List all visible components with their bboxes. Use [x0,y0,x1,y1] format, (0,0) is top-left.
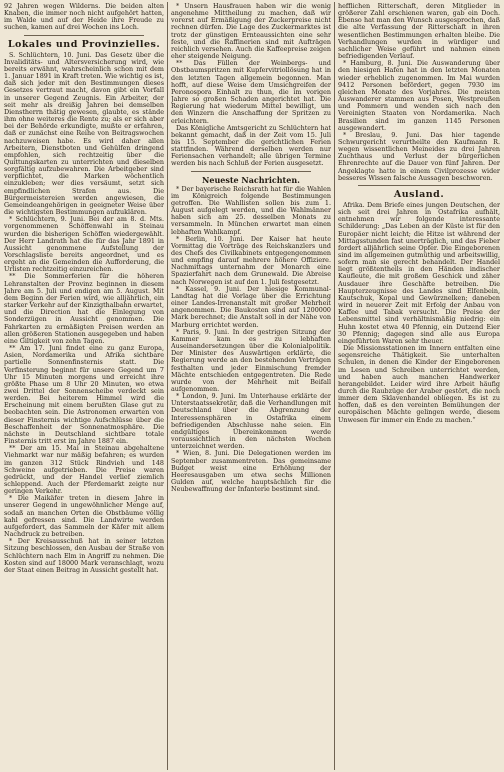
section-divider [358,185,480,186]
article-paragraph: * Die Maikäfer treten in diesem Jahre in unserer Gegend in ungewöhnlicher Menge auf, sodaß an manchen Orten die Obstbäume völlig kahl gefressen sind. Die Landwirte werden aufgefordert, das Sammeln der Käfer mit allem Nachdruck zu betreiben. [4,494,164,539]
article-paragraph: ** Das Füllen der Weinbergs- und Obstbaumspritzen mit Kupfervitriollösung hat in den letzten Tagen allgemein begonnen. Man hofft, auf diese Weise dem Umsichgreifen der Peronospora Einhalt zu thun, die im vorigen Jahre so großen Schaden angerichtet hat. Die Regierung hat wiederum Mittel bewilligt, um den Winzern die Anschaffung der Spritzen zu erleichtern. [171,59,331,125]
article-paragraph: * Berlin, 10. Juni. Der Kaiser hat heute Vormittag die Vorträge des Reichskanzlers und des Chefs des Civilkabinets entgegengenommen und empfing darauf mehrere höhere Offiziere. Nachmittags unternahm der Monarch eine Spazierfahrt nach dem Grunewald. Die Abreise nach Norwegen ist auf den 1. Juli festgesetzt. [171,234,331,286]
article-continuation: 92 Jahren wegen Wilderns. Die beiden alten Knaben, die immer noch nicht aufgehört hatten, im Walde und auf der Heide ihre Freude zu suchen, kamen auf drei Wochen ins Loch. [4,3,164,32]
article-paragraph: * Der bayerische Reichsrath hat für die Wahlen im Königreich folgende Bestimmungen getroffen. Die Wahllisten sollen bis zum 1. August aufgelegt werden, und die Wahlmänner haben sich am 25. desselben Monats zu versammeln. In München erwartet man einen lebhaften Wahlkampf. [171,184,331,236]
article-paragraph: Das Königliche Amtsgericht zu Schlüchtern hat bekannt gemacht, daß in der Zeit vom 15. Juli bis 15. September die gerichtlichen Ferien stattfinden. Während derselben werden nur Feriensachen verhandelt; alle übrigen Termine werden bis nach Schluß der Ferien ausgesetzt. [171,123,331,168]
article-paragraph: ** Der am 15. Mai in Steinau abgehaltene Viehmarkt war nur mäßig befahren; es wurden im ganzen 312 Stück Rindvieh und 148 Schweine aufgetrieben. Die Preise waren gedrückt, und der Handel verlief ziemlich schleppend. Auch der Pferdemarkt zeigte nur geringen Verkehr. [4,444,164,496]
article-paragraph: ** Am 17. Juni findet eine zu ganz Europa, Asien, Nordamerika und Afrika sichtbare partielle Sonnenfinsternis statt. Die Verfinsterung beginnt für unsere Gegend um 7 Uhr 15 Minuten morgens und erreicht ihre größte Phase um 8 Uhr 20 Minuten, wo etwa zwei Drittel der Sonnenscheibe verdeckt sein werden. Bei heiterem Himmel wird die Erscheinung mit einem berußten Glase gut zu beobachten sein. Die Astronomen erwarten von dieser Finsternis wichtige Aufschlüsse über die Beschaffenheit der Sonnenatmosphäre. Die nächste in Deutschland sichtbare totale Finsternis tritt erst im Jahre 1887 ein. [4,344,164,446]
article-paragraph: * Kassel, 9. Juni. Der hiesige Kommunal-Landtag hat die Vorlage über die Errichtung einer Landes-Irrenanstalt mit großer Mehrheit angenommen. Die Baukosten sind auf 1200000 Mark berechnet; die Anstalt soll in der Nähe von Marburg errichtet werden. [171,284,331,329]
article-paragraph: ** Die Sommerferien für die höheren Lehranstalten der Provinz beginnen in diesem Jahre am 5. Juli und endigen am 5. August. Mit dem Beginn der Ferien wird, wie alljährlich, ein starker Verkehr auf der Kinzigthalbahn erwartet, und die Direction hat die Einlegung von Sonderzügen in Aussicht genommen. Die Fahrkarten zu ermäßigten Preisen werden an allen größeren Stationen ausgegeben und haben eine Giltigkeit von zehn Tagen. [4,272,164,345]
section-divider [191,171,311,172]
article-paragraph: * Paris, 9. Juni. In der gestrigen Sitzung der Kammer kam es zu lebhaften Auseinandersetzungen über die Kolonialpolitik. Der Minister des Auswärtigen erklärte, die Regierung werde an den bestehenden Verträgen festhalten und jeder Einmischung fremder Mächte entschieden entgegentreten. Die Rede wurde von der Mehrheit mit Beifall aufgenommen. [171,327,331,393]
article-paragraph: * Schlüchtern, 9. Juni. Bei der am 8. d. Mts. vorgenommenen Schöffenwahl in Steinau wurden die bisherigen Schöffen wiedergewählt. Der Herr Landrath hat die für das Jahr 1891 in Aussicht genommene Aufstellung der Vorschlagsliste bereits angeordnet, und es ergeht an die Gemeinden die Aufforderung, die Urlisten rechtzeitig einzureichen. [4,215,164,274]
column-3 [338,3,500,769]
column-1 [4,3,164,769]
article-paragraph: * Unsern Hausfrauen haben wir die wenig angenehme Mittheilung zu machen, daß wir vorerst auf Ermäßigung der Zuckerpreise nicht rechnen dürfen. Die Lage des Zuckermarktes ist trotz der günstigen Ernteaussichten eine sehr feste, und die Raffinerien sind mit Aufträgen reichlich versehen. Auch die Kaffeepreise zeigen eher steigende Neigung. [171,3,331,61]
section-divider [24,35,144,36]
column-rule-right [334,2,335,770]
article-paragraph: * London, 9. Juni. Im Unterhause erklärte der Unterstaatssekretär, daß die Verhandlungen mit Deutschland über die Abgrenzung der Interessensphären in Ostafrika einem befriedigenden Abschlusse nahe seien. Ein endgültiges Übereinkommen werde voraussichtlich in den nächsten Wochen unterzeichnet werden. [171,392,331,451]
article-paragraph: Afrika. Dem Briefe eines jungen Deutschen, der sich seit drei Jahren in Ostafrika aufhält, entnehmen wir folgende interessante Schilderung: „Das Leben an der Küste ist für den Europäer nicht leicht; die Hitze ist während der Mittagsstunden fast unerträglich, und das Fieber fordert alljährlich seine Opfer. Die Eingeborenen sind im allgemeinen gutmüthig und arbeitswillig, sofern man sie gerecht behandelt. Der Handel liegt größtentheils in den Händen indischer Kaufleute, die mit großem Geschick und zäher Ausdauer ihre Geschäfte betreiben. Die Haupterzeugnisse des Landes sind Elfenbein, Kautschuk, Kopal und Gewürznelken; daneben wird in neuerer Zeit mit Erfolg der Anbau von Kaffee und Tabak versucht. Die Preise der Lebensmittel sind verhältnismäßig niedrig: ein Huhn kostet etwa 40 Pfennig, ein Dutzend Eier 30 Pfennig; dagegen sind alle aus Europa eingeführten Waren sehr theuer. [338,200,500,345]
article-paragraph: * Breslau, 9. Juni. Das hier tagende Schwurgericht verurtheilte den Kaufmann R. wegen wissentlichen Meineides zu drei Jahren Zuchthaus und Verlust der bürgerlichen Ehrenrechte auf die Dauer von fünf Jahren. Der Angeklagte hatte in einem Civilprozesse wider besseres Wissen falsche Aussagen beschworen. [338,130,500,182]
section-heading-news: Neueste Nachrichten. [202,174,300,185]
article-paragraph: * Wien, 8. Juni. Die Delegationen werden im September zusammentreten. Das gemeinsame Budget weist eine Erhöhung der Heeresausgaben um etwa sechs Millionen Gulden auf, welche hauptsächlich für die Neubewaffnung der Infanterie bestimmt sind. [171,449,331,494]
section-heading-local: Lokales und Provinzielles. [7,38,161,50]
column-2 [171,3,331,769]
article-paragraph: * Hamburg, 8. Juni. Die Auswanderung über den hiesigen Hafen hat in den letzten Monaten wieder erheblich zugenommen. Im Mai wurden 9412 Personen befördert, gegen 7930 im gleichen Monate des Vorjahres. Die meisten Auswanderer stammen aus Posen, Westpreußen und Pommern und wenden sich nach den Vereinigten Staaten von Nordamerika. Nach Brasilien sind im ganzen 1145 Personen ausgewandert. [338,59,500,132]
article-paragraph: S. Schlüchtern, 10. Juni. Das Gesetz über die Invaliditäts- und Altersversicherung wird, wie bereits erwähnt, wahrscheinlich schon mit dem 1. Januar 1891 in Kraft treten. Wie wichtig es ist, daß sich jeder mit den Bestimmungen dieses Gesetzes vertraut macht, davon gibt ein Vorfall in unserer Gegend Zeugnis. Ein Arbeiter, der seit mehr als dreißig Jahren bei demselben Dienstherrn thätig gewesen, glaubte, es stände ihm ohne weiteres die Rente zu; als er sich aber bei der Behörde erkundigte, mußte er erfahren, daß er zunächst eine Reihe von Beitragswochen nachzuweisen habe. Es wird daher allen Arbeitern, Dienstboten und Gehülfen dringend empfohlen, sich rechtzeitig über die Quittungskarten zu unterrichten und dieselben sorgfältig aufzubewahren. Die Arbeitgeber sind verpflichtet, die Marken wöchentlich einzukleben; wer dies versäumt, setzt sich empfindlichen Strafen aus. Die Bürgermeistereien werden angewiesen, die Gemeindeangehörigen in geeigneter Weise über die wichtigsten Bestimmungen aufzuklären. [4,50,164,217]
section-heading-foreign: Ausland. [393,188,445,200]
article-paragraph: * Der Kreisausschuß hat in seiner letzten Sitzung beschlossen, den Ausbau der Straße von Schlüchtern nach Elm in Angriff zu nehmen. Die Kosten sind auf 18000 Mark veranschlagt, wozu der Staat einen Beitrag in Aussicht gestellt hat. [4,537,164,574]
article-paragraph: hefflichen Ritterschaft, deren Mitglieder in größerer Zahl erschienen waren, gab ein Doch. Ebenso hat man den Wunsch ausgesprochen, daß die alte Verfassung der Ritterschaft in ihren wesentlichen Bestimmungen erhalten bleibe. Die Verhandlungen wurden in würdiger und sachlicher Weise geführt und nahmen einen befriedigenden Verlauf. [338,3,500,61]
column-rule-left [167,2,168,770]
article-paragraph: Die Missionsstationen im Innern entfalten eine segensreiche Thätigkeit. Sie unterhalten Schulen, in denen die Kinder der Eingeborenen im Lesen und Schreiben unterrichtet werden, und haben auch manchen Handwerker herangebildet. Leider wird ihre Arbeit häufig durch die Raubzüge der Araber gestört, die noch immer dem Sklavenhandel obliegen. Es ist zu hoffen, daß es den vereinten Bemühungen der europäischen Mächte gelingen werde, diesem Unwesen für immer ein Ende zu machen.“ [338,344,500,424]
